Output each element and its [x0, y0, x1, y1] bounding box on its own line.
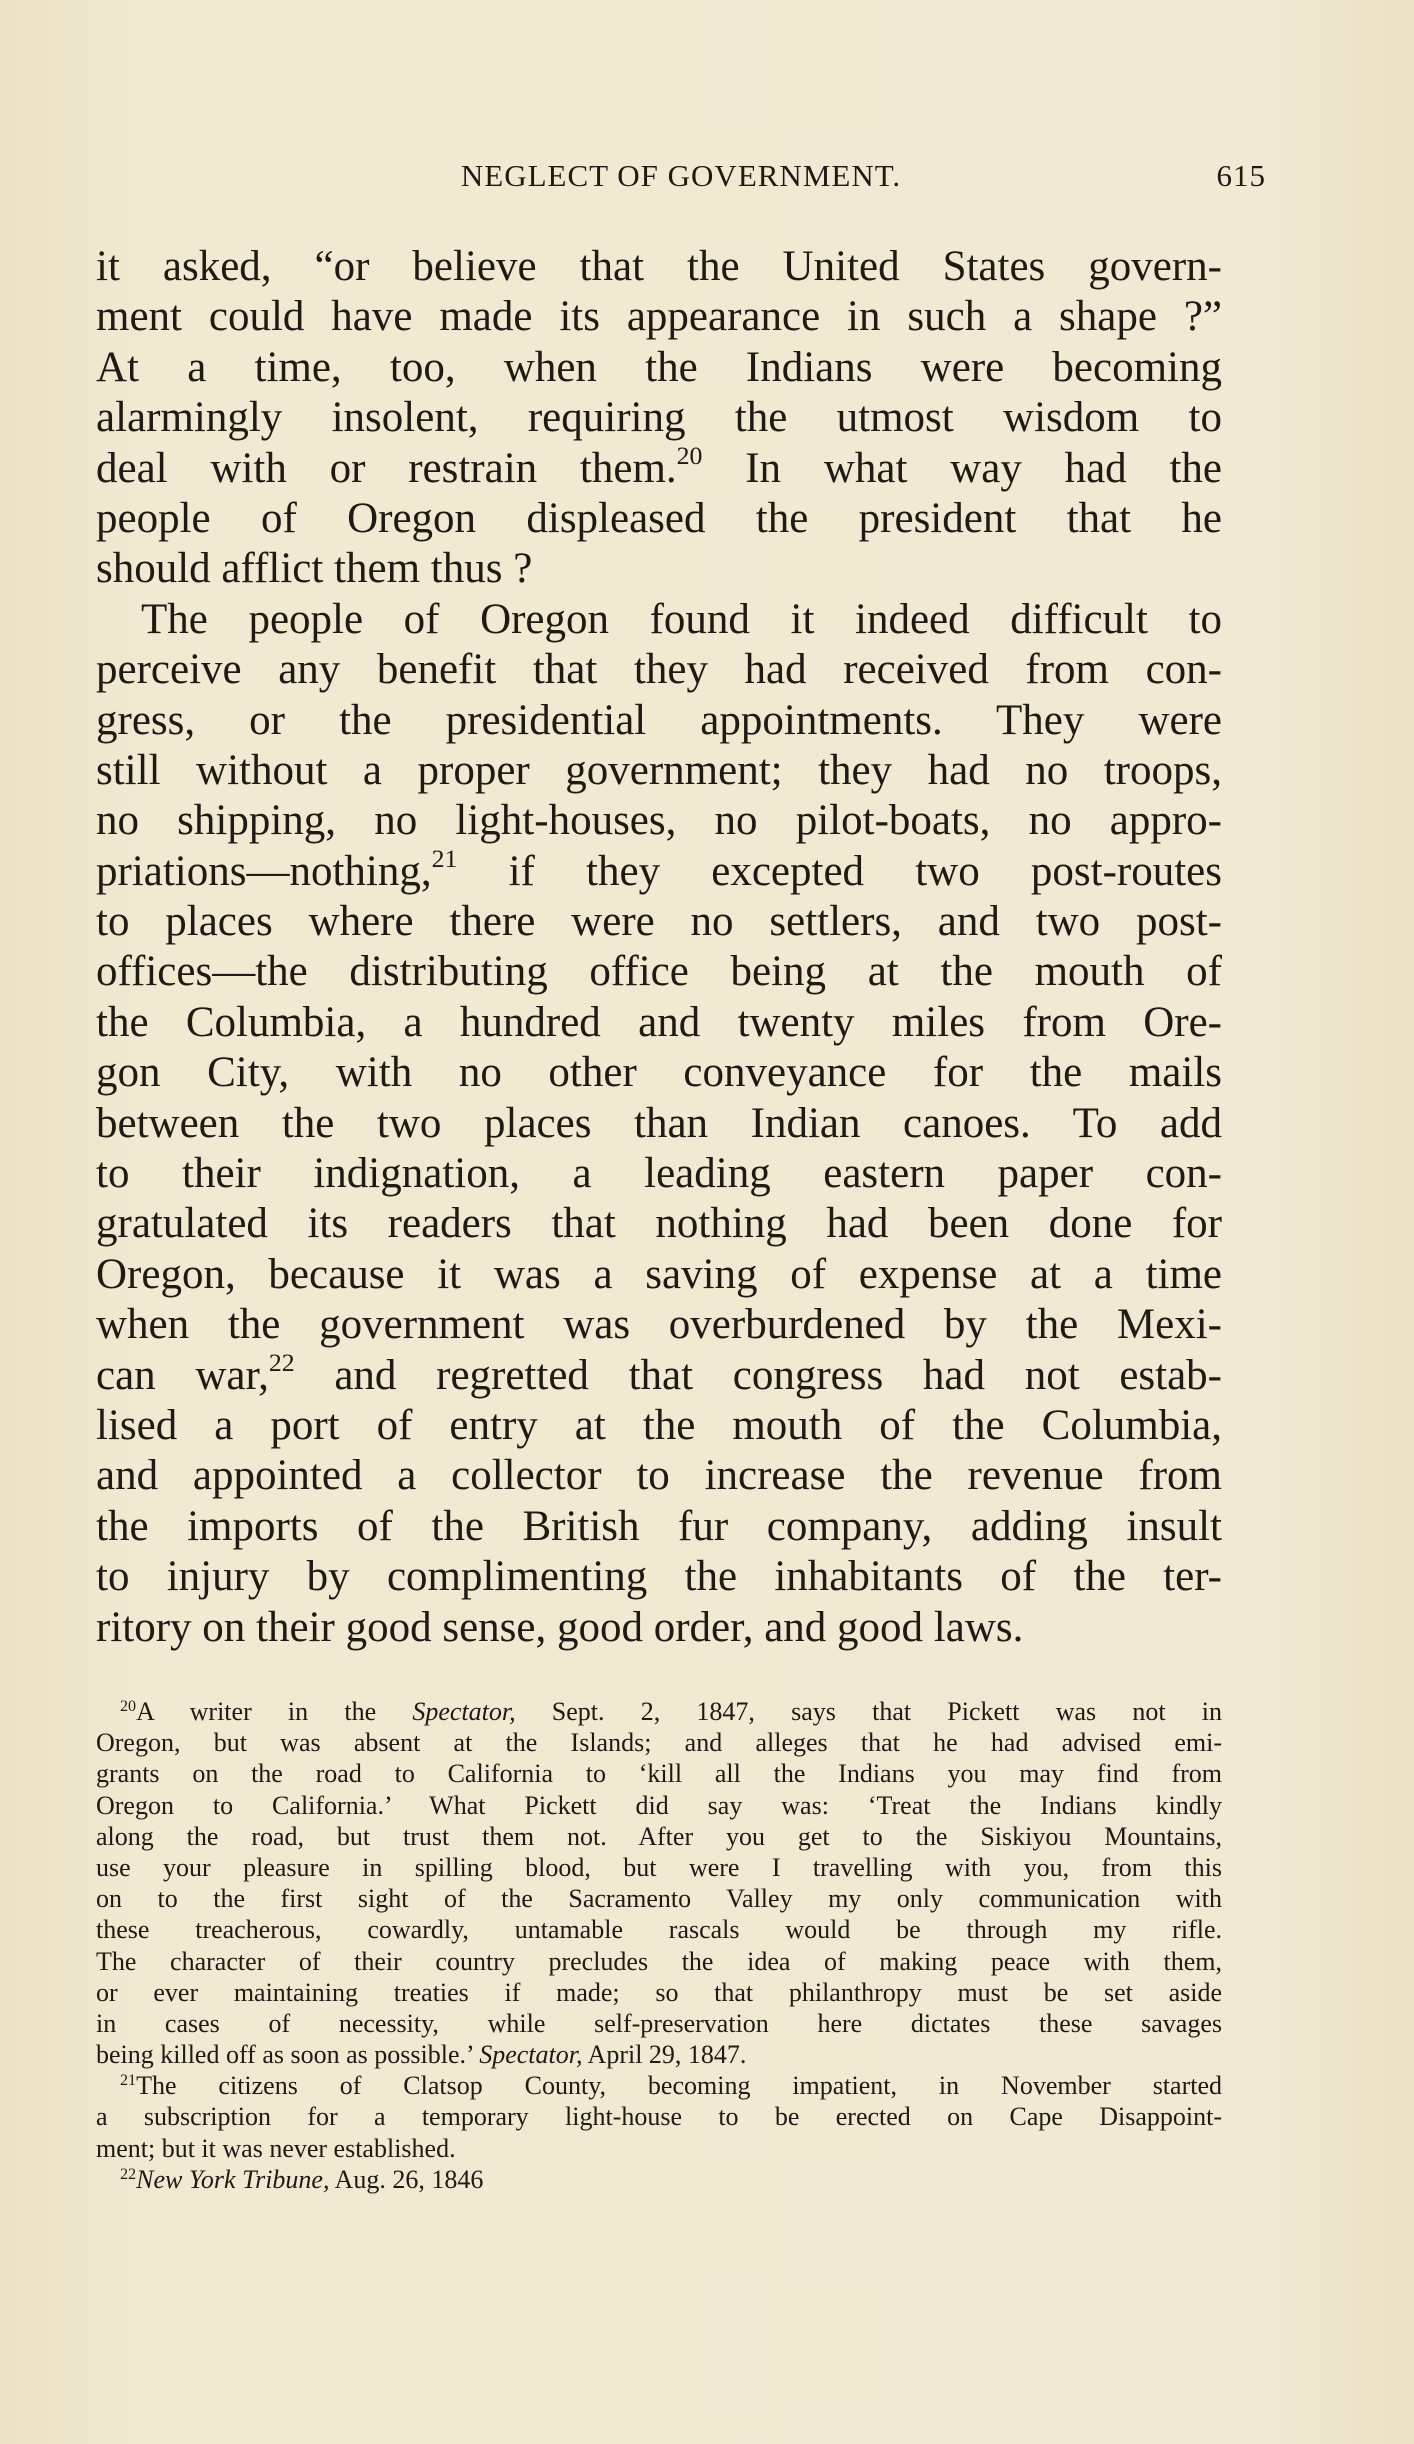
footnote-20-line: grants on the road to California to ‘kill all the Indians you may find from [96, 1759, 1222, 1789]
footnote-20-line: along the road, but trust them not. After you get to the Siskiyou Mountains, [96, 1821, 1222, 1851]
text-segment: can war, [96, 1351, 269, 1399]
footnote-20-line: Oregon to California.’ What Pickett did say was: ‘Treat the Indians kindly [96, 1790, 1222, 1820]
footnote-ref-20: 20 [676, 440, 703, 470]
footnote-text: Aug. 26, 1846 [329, 2164, 484, 2194]
footnote-21-line: a subscription for a temporary light-house to be erected on Cape Disappoint- [96, 2102, 1222, 2132]
text-line: to places where there were no settlers, and two post- [96, 898, 1222, 946]
text-segment: deal with or restrain them. [96, 444, 677, 492]
page-number: 615 [1216, 158, 1266, 193]
footnote-20-line [96, 2039, 1222, 2070]
text-line: ritory on their good sense, good order, and good laws. [96, 1603, 1024, 1651]
text-line: and appointed a collector to increase the revenue from [96, 1452, 1222, 1500]
text-line: perceive any benefit that they had received from con- [96, 646, 1222, 694]
footnote-citation: New York Tribune, [136, 2164, 330, 2194]
text-line: At a time, too, when the Indians were becoming [96, 343, 1222, 391]
text-line: gratulated its readers that nothing had been done for [96, 1200, 1222, 1248]
footnote-20-line: use your pleasure in spilling blood, but were I travelling with you, from this [96, 1852, 1222, 1882]
text-line: offices—the distributing office being at the mouth of [96, 948, 1222, 996]
footnote-text: Sept. 2, 1847, says that Pickett was not in [515, 1697, 1222, 1726]
text-line: Oregon, because it was a saving of expense at a time [96, 1250, 1222, 1298]
text-segment: In what way had the [702, 444, 1222, 492]
footnote-20-line: or ever maintaining treaties if made; so that philanthropy must be set aside [96, 1977, 1222, 2007]
text-line: the Columbia, a hundred and twenty miles from Ore- [96, 998, 1222, 1046]
text-segment: and regretted that congress had not estab- [294, 1351, 1222, 1399]
running-head: NEGLECT OF GOVERNMENT. [460, 158, 902, 193]
page-header [96, 158, 1266, 198]
text-line [96, 440, 1222, 494]
footnote-mark-22: 22 [120, 2165, 137, 2183]
text-line [96, 843, 1222, 897]
footnote-21-line: ment; but it was never established. [96, 2133, 456, 2163]
text-line: between the two places than Indian canoes. To add [96, 1099, 1222, 1147]
text-line: ment could have made its appearance in such a shape ?” [96, 293, 1222, 341]
footnote-21-line [96, 2070, 1222, 2101]
text-line: The people of Oregon found it indeed difficult to [141, 595, 1222, 643]
footnote-22-line [96, 2164, 1222, 2195]
body-text [96, 242, 1222, 1653]
footnote-text: April 29, 1847. [582, 2040, 747, 2070]
text-line: to injury by complimenting the inhabitants of the ter- [96, 1553, 1222, 1601]
footnote-mark-20: 20 [120, 1698, 137, 1716]
footnote-20-line: Oregon, but was absent at the Islands; and alleges that he had advised emi- [96, 1728, 1222, 1758]
footnote-ref-21: 21 [431, 843, 458, 873]
footnote-20-line: these treacherous, cowardly, untamable rascals would be through my rifle. [96, 1915, 1222, 1945]
text-line: still without a proper government; they had no troops, [96, 746, 1222, 794]
text-line [96, 1347, 1222, 1401]
text-line: it asked, “or believe that the United States govern- [96, 243, 1222, 290]
footnote-mark-21: 21 [120, 2072, 137, 2090]
text-line: lised a port of entry at the mouth of the Columbia, [96, 1401, 1222, 1449]
text-line: alarmingly insolent, requiring the utmost wisdom to [96, 394, 1222, 442]
text-line: when the government was overburdened by the Mexi- [96, 1301, 1222, 1349]
footnote-text: The citizens of Clatsop County, becoming impatient, in November started [136, 2071, 1222, 2101]
footnote-citation: Spectator, [479, 2040, 583, 2070]
footnote-text: being killed off as soon as possible.’ [96, 2040, 480, 2070]
text-line: no shipping, no light-houses, no pilot-boats, no appro- [96, 797, 1222, 845]
text-line: to their indignation, a leading eastern paper con- [96, 1150, 1222, 1198]
footnote-20-line [96, 1696, 1222, 1727]
footnote-20-line: on to the first sight of the Sacramento Valley my only communication with [96, 1884, 1222, 1914]
text-line: people of Oregon displeased the president that he [96, 494, 1222, 542]
text-line: gress, or the presidential appointments. They were [96, 696, 1222, 744]
footnote-ref-22: 22 [268, 1347, 295, 1377]
footnote-20-line: in cases of necessity, while self-preservation here dictates these savages [96, 2008, 1222, 2038]
text-line: gon City, with no other conveyance for the mails [96, 1049, 1222, 1097]
text-line: should afflict them thus ? [96, 545, 533, 593]
text-segment: priations—nothing, [96, 847, 432, 895]
text-line: the imports of the British fur company, adding insult [96, 1502, 1222, 1550]
text-segment: if they excepted two post-routes [457, 847, 1222, 895]
footnotes [96, 1696, 1222, 2195]
footnote-citation: Spectator, [412, 1697, 516, 1726]
footnote-20-line: The character of their country precludes the idea of making peace with them, [96, 1946, 1222, 1976]
footnote-text: A writer in the [136, 1697, 413, 1726]
